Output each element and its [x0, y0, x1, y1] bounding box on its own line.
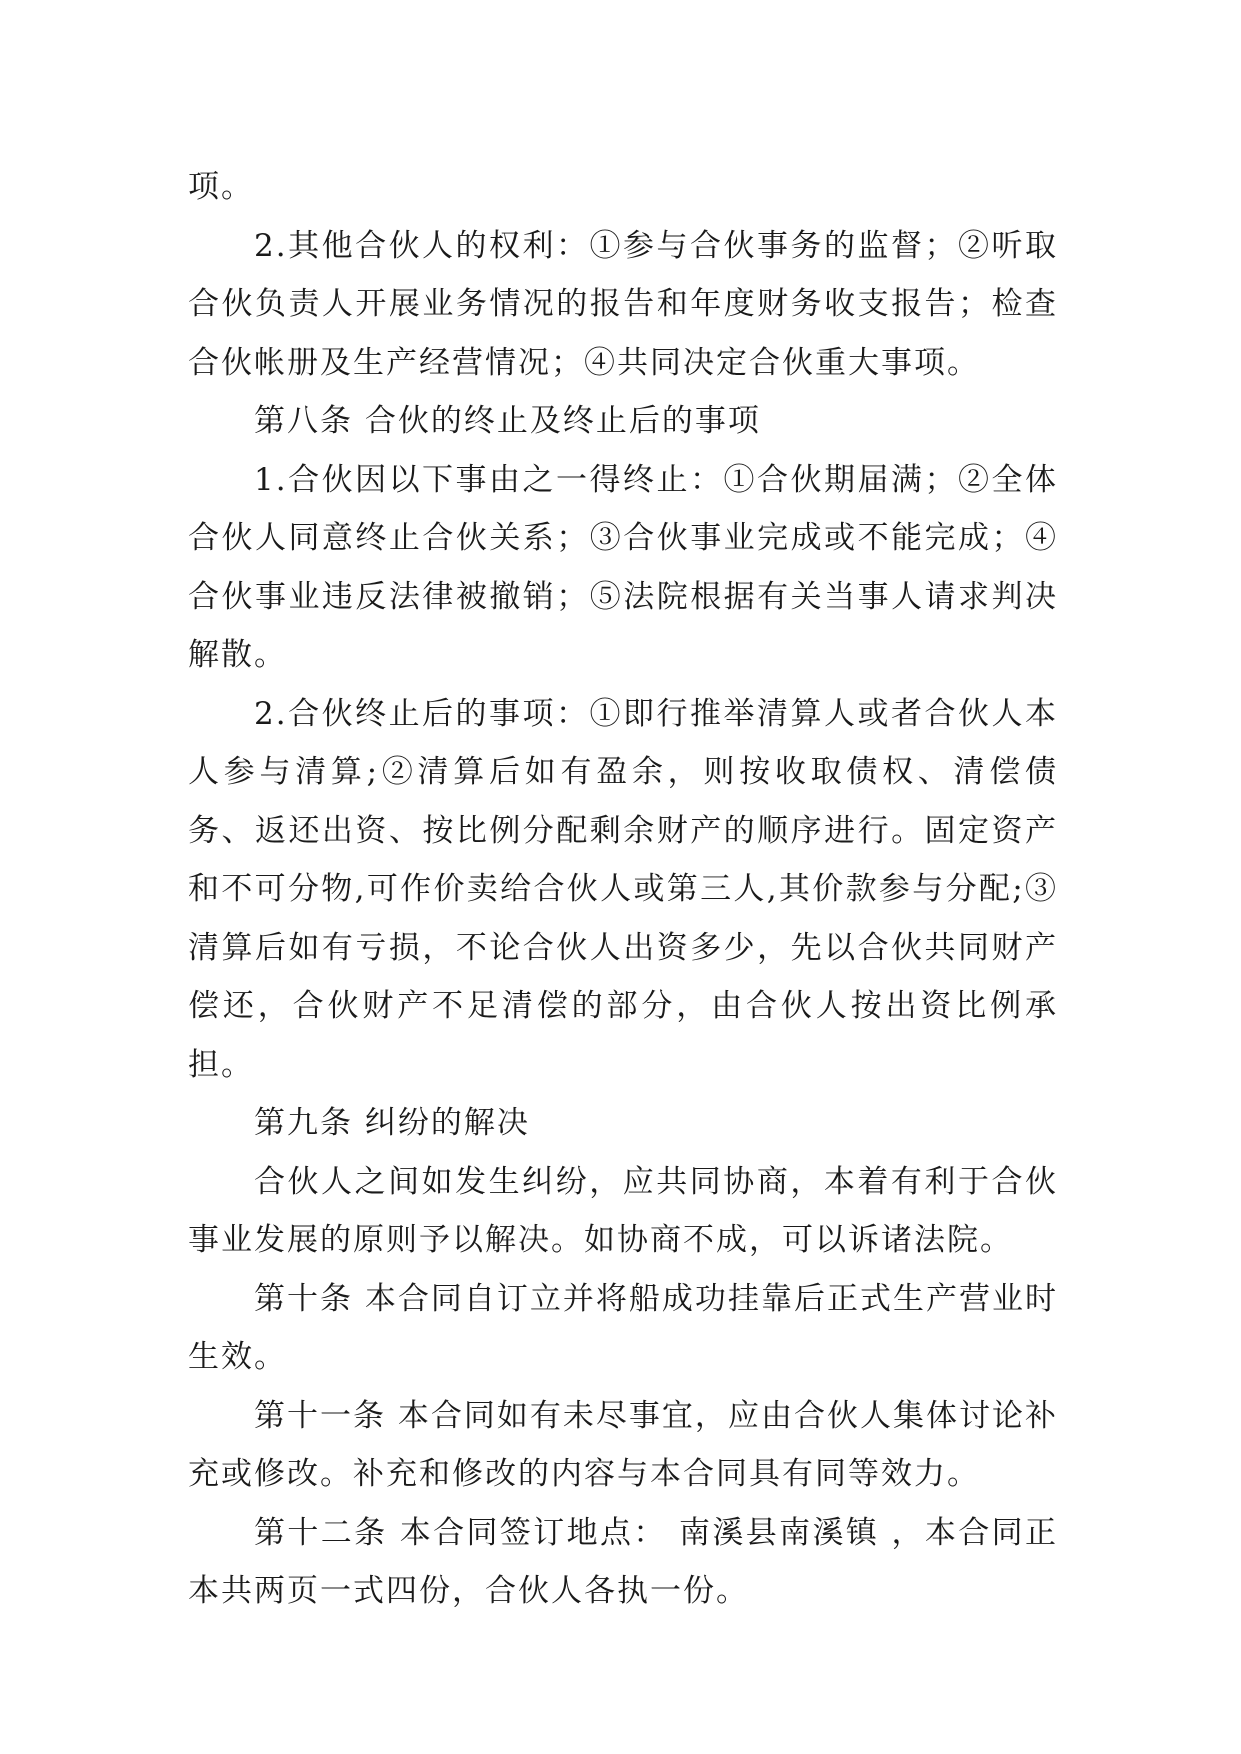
document-body [188, 158, 1058, 1621]
paragraph-post-termination-matters: 2.合伙终止后的事项：①即行推举清算人或者合伙人本人参与清算;②清算后如有盈余，则按收取债权、清偿债务、返还出资、按比例分配剩余财产的顺序进行。固定资产和不可分物,可作价卖给合伙人或第三人,其价款参与分配;③清算后如有亏损，不论合伙人出资多少，先以合伙共同财产偿还，合伙财产不足清偿的部分，由合伙人按出资比例承担。 [188, 695, 1058, 1083]
article-8-heading: 第八条 合伙的终止及终止后的事项 [254, 403, 761, 439]
article-12: 第十二条 本合同签订地点： 南溪县南溪镇 ，本合同正本共两页一式四份，合伙人各执一份。 [188, 1514, 1058, 1609]
paragraph-continuation: 项。 [188, 169, 254, 205]
article-10: 第十条 本合同自订立并将船成功挂靠后正式生产营业时生效。 [188, 1280, 1058, 1375]
paragraph-other-partners-rights: 2.其他合伙人的权利：①参与合伙事务的监督；②听取合伙负责人开展业务情况的报告和年度财务收支报告；检查合伙帐册及生产经营情况；④共同决定合伙重大事项。 [188, 227, 1058, 381]
paragraph-dispute-resolution: 合伙人之间如发生纠纷，应共同协商，本着有利于合伙事业发展的原则予以解决。如协商不成，可以诉诸法院。 [188, 1163, 1058, 1258]
article-11: 第十一条 本合同如有未尽事宜，应由合伙人集体讨论补充或修改。补充和修改的内容与本合同具有同等效力。 [188, 1397, 1058, 1492]
paragraph-termination-causes: 1.合伙因以下事由之一得终止：①合伙期届满；②全体合伙人同意终止合伙关系；③合伙事业完成或不能完成；④合伙事业违反法律被撤销；⑤法院根据有关当事人请求判决解散。 [188, 461, 1058, 673]
article-9-heading: 第九条 纠纷的解决 [254, 1105, 530, 1141]
